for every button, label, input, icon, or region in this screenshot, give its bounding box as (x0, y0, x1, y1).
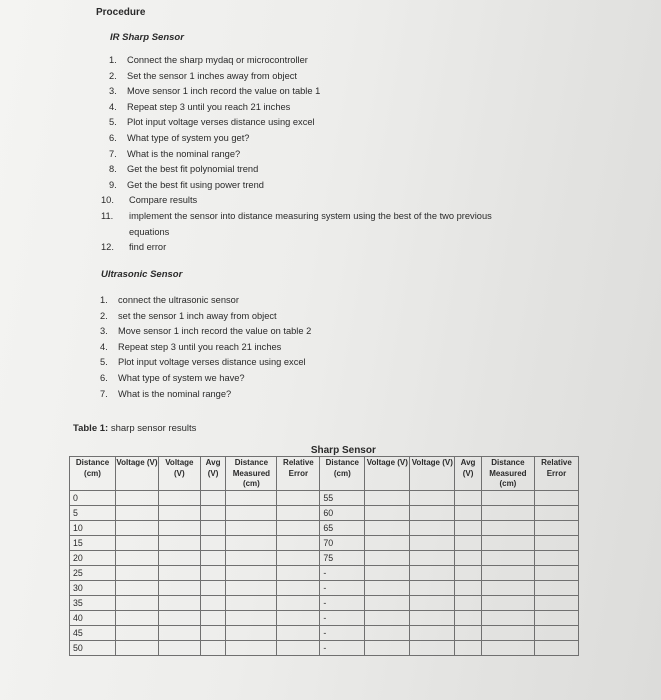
empty-cell (365, 551, 410, 566)
empty-cell (455, 536, 482, 551)
sharp-sensor-table (69, 441, 579, 656)
ir-step-number: 4. (109, 101, 117, 112)
empty-cell (410, 536, 455, 551)
ir-step-text: Move sensor 1 inch record the value on table 1 (127, 86, 321, 97)
distance-cell: 35 (70, 596, 116, 611)
distance2-cell: - (320, 626, 365, 641)
empty-cell (481, 626, 534, 641)
ir-step-text: find error (129, 242, 167, 253)
empty-cell (410, 506, 455, 521)
empty-cell (410, 596, 455, 611)
ultrasonic-step-text: What type of system we have? (118, 372, 245, 383)
ir-steps-list (101, 53, 569, 256)
empty-cell (200, 626, 226, 641)
ir-step-number: 6. (109, 132, 117, 143)
ir-step-number: 1. (109, 55, 117, 65)
empty-cell (455, 551, 482, 566)
empty-cell (455, 641, 482, 656)
empty-cell (200, 536, 226, 551)
empty-cell (226, 626, 277, 641)
table-row (70, 536, 579, 551)
empty-cell (277, 521, 320, 536)
empty-cell (115, 536, 158, 551)
table-row (70, 626, 579, 641)
empty-cell (534, 626, 578, 641)
empty-cell (158, 491, 200, 506)
ir-step-text: What type of system you get? (127, 132, 250, 143)
distance2-cell: - (320, 581, 365, 596)
ir-step-text: implement the sensor into distance measuring system using the best of the two previous (129, 210, 492, 221)
empty-cell (277, 596, 320, 611)
empty-cell (226, 581, 277, 596)
ir-step-text: Connect the sharp mydaq or microcontroller (127, 55, 308, 65)
column-header: Distance Measured (cm) (481, 457, 534, 491)
ultrasonic-step-number: 5. (100, 357, 108, 368)
ir-step-number: 12. (101, 242, 114, 253)
ir-step (101, 209, 569, 240)
procedure-heading: Procedure (96, 7, 146, 18)
column-header: Distance Measured (cm) (226, 457, 277, 491)
distance-cell: 0 (70, 491, 116, 506)
ir-step-text: What is the nominal range? (127, 148, 241, 159)
table-row (70, 581, 579, 596)
table-caption (73, 423, 196, 434)
empty-cell (226, 536, 277, 551)
empty-cell (115, 551, 158, 566)
empty-cell (200, 491, 226, 506)
distance2-cell: 60 (320, 506, 365, 521)
empty-cell (226, 641, 277, 656)
empty-cell (365, 521, 410, 536)
empty-cell (365, 611, 410, 626)
empty-cell (115, 641, 158, 656)
ir-step-number: 5. (109, 117, 117, 128)
empty-cell (226, 596, 277, 611)
empty-cell (481, 596, 534, 611)
empty-cell (200, 506, 226, 521)
ir-step (101, 193, 569, 209)
empty-cell (481, 611, 534, 626)
empty-cell (277, 491, 320, 506)
ultrasonic-step-number: 3. (100, 326, 108, 337)
table-column-header-row (70, 457, 579, 491)
empty-cell (481, 491, 534, 506)
ir-step-number: 7. (109, 148, 117, 159)
distance2-cell: 75 (320, 551, 365, 566)
ultrasonic-step-text: What is the nominal range? (118, 388, 232, 399)
ir-step-text: Plot input voltage verses distance using excel (127, 117, 315, 128)
table-caption-label: Table 1: (73, 423, 109, 434)
empty-cell (455, 491, 482, 506)
empty-cell (410, 581, 455, 596)
empty-cell (534, 506, 578, 521)
ultrasonic-step-text: Move sensor 1 inch record the value on table 2 (118, 326, 312, 337)
empty-cell (455, 596, 482, 611)
ir-step-number: 2. (109, 70, 117, 81)
distance-cell: 50 (70, 641, 116, 656)
empty-cell (158, 641, 200, 656)
column-header: Distance (cm) (70, 457, 116, 491)
empty-cell (365, 506, 410, 521)
empty-cell (410, 611, 455, 626)
empty-cell (277, 566, 320, 581)
column-header: Relative Error (534, 457, 578, 491)
ultrasonic-step-number: 6. (100, 372, 108, 383)
ultrasonic-step (100, 309, 500, 325)
empty-cell (158, 521, 200, 536)
empty-cell (481, 581, 534, 596)
table-row (70, 506, 579, 521)
distance2-cell: - (320, 566, 365, 581)
ultrasonic-section-title: Ultrasonic Sensor (101, 269, 183, 280)
empty-cell (455, 521, 482, 536)
ir-step (109, 178, 569, 194)
empty-cell (158, 611, 200, 626)
empty-cell (534, 551, 578, 566)
distance-cell: 40 (70, 611, 116, 626)
empty-cell (226, 491, 277, 506)
empty-cell (277, 641, 320, 656)
empty-cell (277, 626, 320, 641)
empty-cell (455, 626, 482, 641)
column-header: Relative Error (277, 457, 320, 491)
empty-cell (226, 506, 277, 521)
empty-cell (115, 626, 158, 641)
table-group-header-row (70, 441, 579, 457)
empty-cell (200, 641, 226, 656)
ir-step (109, 84, 569, 100)
table-row (70, 566, 579, 581)
empty-cell (481, 506, 534, 521)
distance-cell: 25 (70, 566, 116, 581)
empty-cell (200, 581, 226, 596)
empty-cell (365, 566, 410, 581)
empty-cell (481, 551, 534, 566)
ir-step-text: Get the best fit polynomial trend (127, 164, 259, 175)
empty-cell (410, 626, 455, 641)
ultrasonic-step (100, 371, 500, 387)
table-row (70, 491, 579, 506)
empty-cell (277, 551, 320, 566)
column-header: Voltage (V) (365, 457, 410, 491)
empty-cell (158, 566, 200, 581)
empty-cell (455, 566, 482, 581)
ultrasonic-step (100, 293, 500, 309)
empty-cell (534, 581, 578, 596)
empty-cell (534, 521, 578, 536)
empty-cell (200, 596, 226, 611)
ir-step (109, 162, 569, 178)
empty-cell (410, 521, 455, 536)
empty-cell (277, 536, 320, 551)
ultrasonic-step (100, 340, 500, 356)
table-row (70, 641, 579, 656)
ultrasonic-step-text: connect the ultrasonic sensor (118, 295, 239, 305)
empty-cell (226, 611, 277, 626)
group-header-sharp-sensor: Sharp Sensor (277, 441, 410, 457)
empty-cell (200, 551, 226, 566)
empty-cell (365, 581, 410, 596)
ir-step-text: Set the sensor 1 inches away from object (127, 70, 298, 81)
distance-cell: 20 (70, 551, 116, 566)
ultrasonic-step (100, 355, 500, 371)
ultrasonic-step-text: Plot input voltage verses distance using excel (118, 357, 306, 368)
ir-step-text: Get the best fit using power trend (127, 179, 264, 190)
ir-step-number: 10. (101, 195, 114, 206)
empty-cell (534, 596, 578, 611)
empty-cell (158, 581, 200, 596)
empty-cell (481, 521, 534, 536)
ultrasonic-step-number: 4. (100, 341, 108, 352)
table-caption-text: sharp sensor results (108, 423, 197, 434)
ir-step-text: Compare results (129, 195, 198, 206)
empty-cell (226, 566, 277, 581)
empty-cell (277, 611, 320, 626)
ultrasonic-step (100, 387, 500, 403)
ir-step (109, 53, 569, 69)
empty-cell (200, 611, 226, 626)
empty-cell (158, 626, 200, 641)
ir-step (109, 147, 569, 163)
distance-cell: 30 (70, 581, 116, 596)
distance-cell: 15 (70, 536, 116, 551)
ir-step (109, 100, 569, 116)
empty-cell (365, 536, 410, 551)
empty-cell (200, 566, 226, 581)
empty-cell (534, 491, 578, 506)
column-header: Avg (V) (455, 457, 482, 491)
empty-cell (158, 551, 200, 566)
ultrasonic-steps-list (100, 293, 500, 402)
distance2-cell: - (320, 596, 365, 611)
distance2-cell: - (320, 641, 365, 656)
distance2-cell: - (320, 611, 365, 626)
empty-cell (365, 491, 410, 506)
table-body (70, 491, 579, 656)
column-header: Avg (V) (200, 457, 226, 491)
empty-cell (226, 521, 277, 536)
empty-cell (455, 611, 482, 626)
empty-cell (365, 641, 410, 656)
empty-cell (410, 491, 455, 506)
column-header: Distance (cm) (320, 457, 365, 491)
ir-step (101, 240, 569, 256)
column-header: Voltage (V) (410, 457, 455, 491)
table-row (70, 596, 579, 611)
empty-cell (481, 536, 534, 551)
ultrasonic-step (100, 324, 500, 340)
ultrasonic-step-number: 2. (100, 310, 108, 321)
empty-cell (115, 491, 158, 506)
empty-cell (115, 566, 158, 581)
table-row (70, 551, 579, 566)
ir-step-number: 3. (109, 86, 117, 97)
distance-cell: 5 (70, 506, 116, 521)
empty-cell (115, 521, 158, 536)
ir-section-title: IR Sharp Sensor (110, 32, 184, 43)
ultrasonic-step-number: 7. (100, 388, 108, 399)
empty-cell (455, 506, 482, 521)
empty-cell (410, 551, 455, 566)
empty-cell (158, 506, 200, 521)
empty-cell (277, 506, 320, 521)
ir-step-number: 11. (101, 210, 114, 221)
empty-cell (200, 521, 226, 536)
empty-cell (534, 611, 578, 626)
empty-cell (410, 641, 455, 656)
ir-step-number: 9. (109, 179, 117, 190)
table-row (70, 611, 579, 626)
ir-step (109, 115, 569, 131)
ir-step (109, 69, 569, 85)
column-header: Voltage (V) (115, 457, 158, 491)
empty-cell (365, 626, 410, 641)
empty-cell (226, 551, 277, 566)
ultrasonic-step-text: Repeat step 3 until you reach 21 inches (118, 341, 282, 352)
empty-cell (158, 596, 200, 611)
ultrasonic-step-number: 1. (100, 295, 108, 305)
empty-cell (115, 596, 158, 611)
ir-step-number: 8. (109, 164, 117, 175)
empty-cell (158, 536, 200, 551)
ir-step-text: Repeat step 3 until you reach 21 inches (127, 101, 291, 112)
empty-cell (534, 641, 578, 656)
distance2-cell: 55 (320, 491, 365, 506)
empty-cell (115, 506, 158, 521)
empty-cell (481, 641, 534, 656)
column-header: Voltage (V) (158, 457, 200, 491)
ir-step (109, 131, 569, 147)
distance-cell: 45 (70, 626, 116, 641)
empty-cell (481, 566, 534, 581)
empty-cell (410, 566, 455, 581)
empty-cell (115, 611, 158, 626)
empty-cell (365, 596, 410, 611)
table-row (70, 521, 579, 536)
distance2-cell: 70 (320, 536, 365, 551)
empty-cell (277, 581, 320, 596)
empty-cell (534, 566, 578, 581)
ultrasonic-step-text: set the sensor 1 inch away from object (118, 310, 277, 321)
empty-cell (455, 581, 482, 596)
ir-step-continuation: equations (129, 226, 170, 237)
empty-cell (534, 536, 578, 551)
distance2-cell: 65 (320, 521, 365, 536)
distance-cell: 10 (70, 521, 116, 536)
empty-cell (115, 581, 158, 596)
